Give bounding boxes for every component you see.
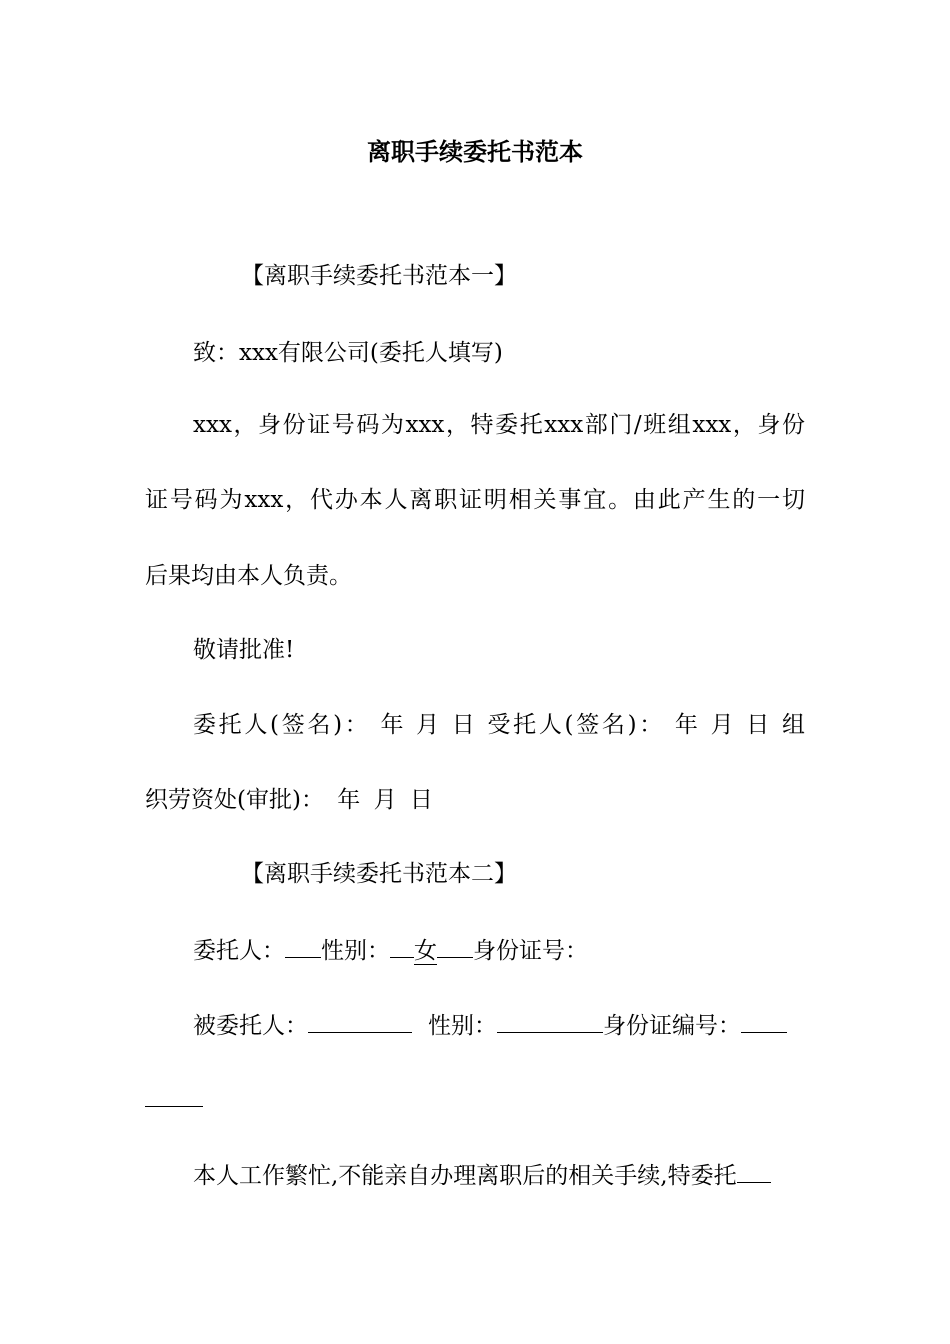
sample2-agent-line [193,1008,787,1042]
sample1-sign-line2: 织劳资处(审批)： 年 月 日 [145,787,433,813]
sample1-body-line2: 证号码为xxx，代办本人离职证明相关事宜。由此产生的一切 [145,487,805,513]
gender-blank-after [437,933,473,958]
sample1-sign-line1: 委托人(签名)： 年 月 日 受托人(签名)： 年 月 日 组 [193,712,805,738]
sample2-heading: 【离职手续委托书范本二】 [241,861,517,887]
sample1-to-line: 致：xxx有限公司(委托人填写) [193,340,503,366]
document-title: 离职手续委托书范本 [367,137,583,166]
principal-label: 委托人： [193,938,285,964]
gender-value: 女 [414,938,437,964]
sample1-body-line3: 后果均由本人负责。 [145,563,352,589]
agent-gender-blank [497,1008,603,1033]
sample1-request: 敬请批准! [193,637,295,663]
sample2-principal-line [193,933,588,967]
agent-label: 被委托人： [193,1013,308,1039]
agent-blank [308,1008,412,1033]
gender-blank-before [390,933,414,958]
agent-id-label: 身份证编号： [603,1013,741,1039]
sample1-heading: 【离职手续委托书范本一】 [241,263,517,289]
sample2-body-text: 本人工作繁忙,不能亲自办理离职后的相关手续,特委托 [193,1163,737,1189]
sample2-body-line1 [193,1158,771,1192]
agent-name-blank [737,1158,771,1183]
sample1-body-line1: xxx，身份证号码为xxx，特委托xxx部门/班组xxx，身份 [193,412,805,438]
agent-gender-label: 性别： [428,1013,497,1039]
gender-label: 性别： [321,938,390,964]
agent-id-blank-continued [145,1106,203,1107]
id-label: 身份证号： [473,938,588,964]
agent-id-blank [741,1008,787,1033]
principal-blank [285,933,321,958]
